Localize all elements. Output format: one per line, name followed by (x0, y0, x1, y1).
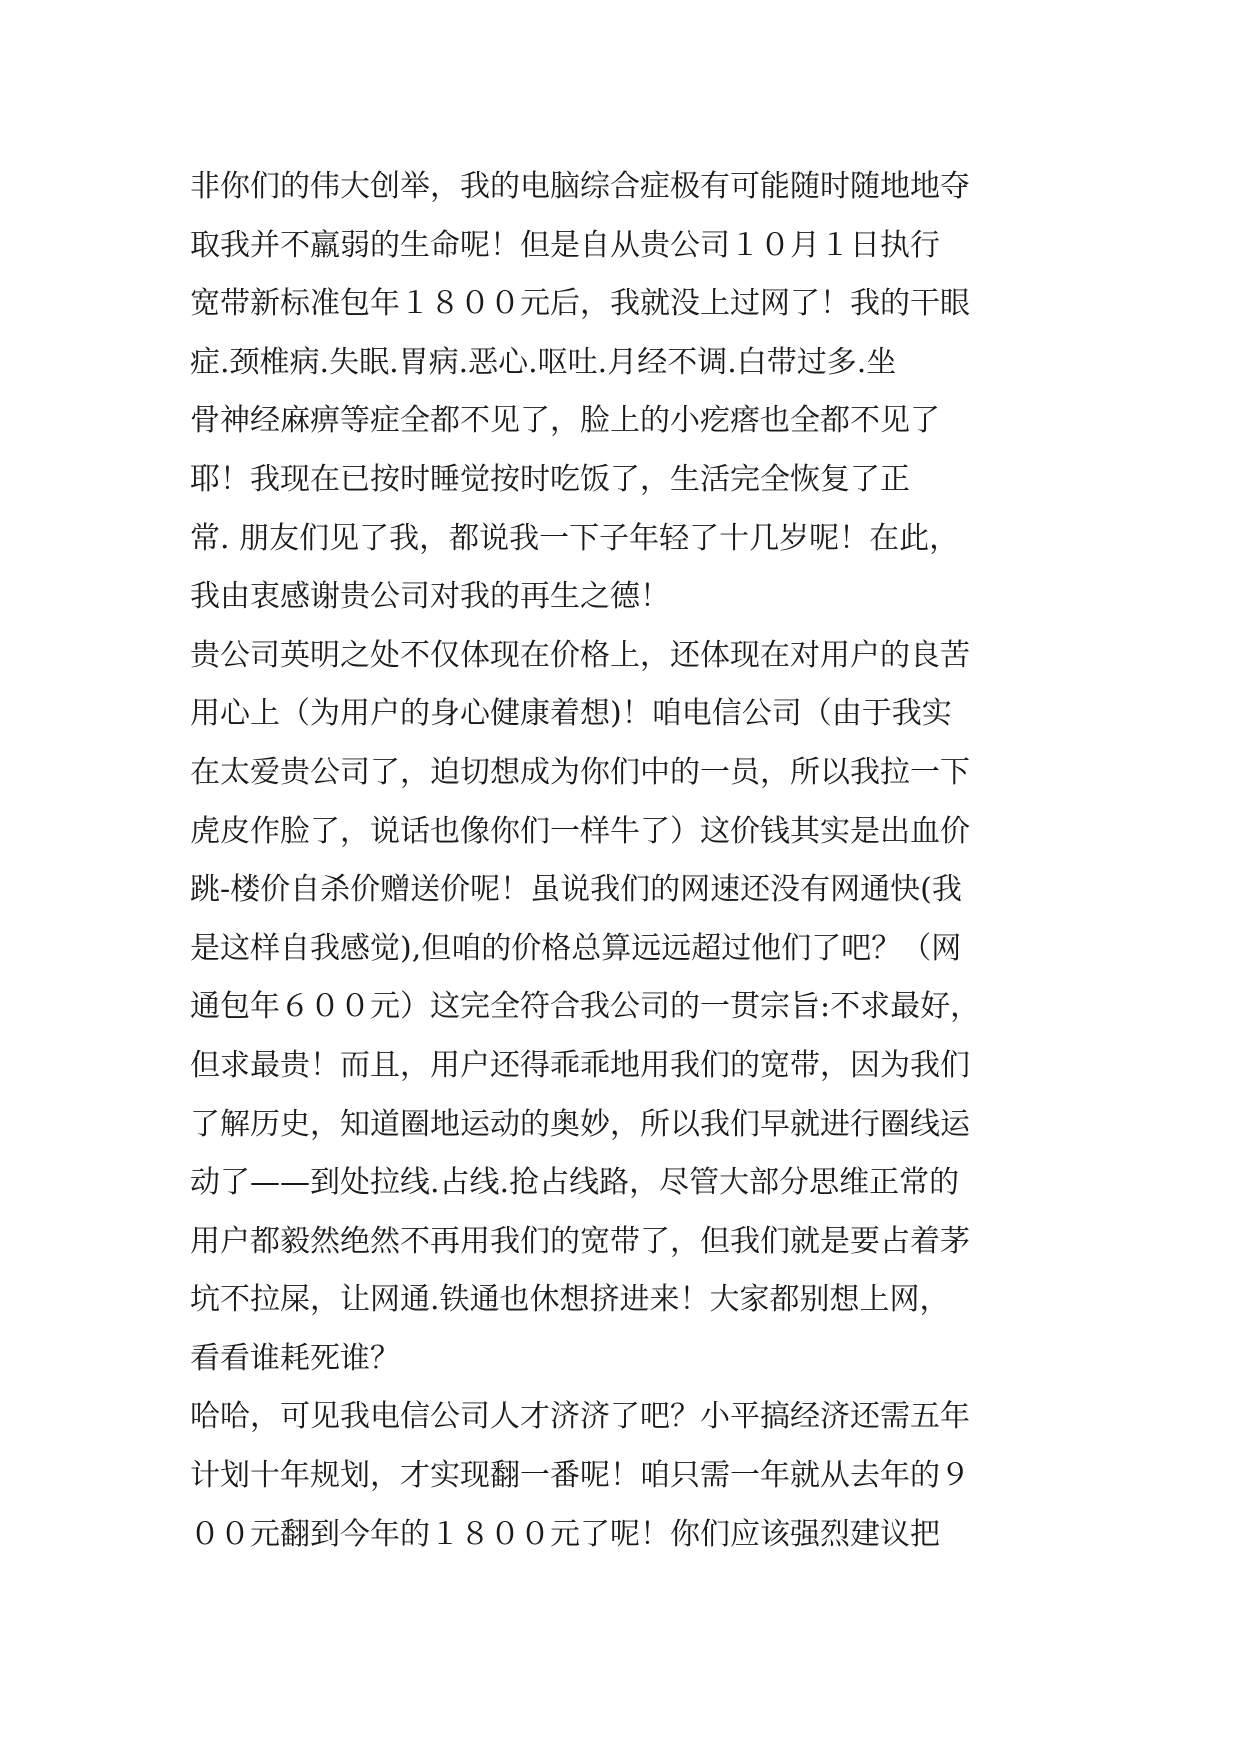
text-line: 计划十年规划，才实现翻一番呢！咱只需一年就从去年的９ (190, 1458, 970, 1494)
text-line: 取我并不羸弱的生命呢！但是自从贵公司１０月１日执行 (190, 227, 940, 263)
text-line: 用心上（为用户的身心健康着想)！咱电信公司（由于我实 (190, 696, 952, 732)
text-line: 动了——到处拉线.占线.抢占线路，尽管大部分思维正常的 (190, 1165, 960, 1201)
text-line: 了解历史，知道圈地运动的奥妙，所以我们早就进行圈线运 (190, 1106, 970, 1142)
text-line: 常. 朋友们见了我，都说我一下子年轻了十几岁呢！在此， (190, 520, 960, 556)
text-line: 我由衷感谢贵公司对我的再生之德！ (190, 579, 670, 615)
text-line: 跳-楼价自杀价赠送价呢！虽说我们的网速还没有网通快(我 (190, 872, 962, 908)
text-line: 宽带新标准包年１８００元后，我就没上过网了！我的干眼 (190, 286, 970, 322)
text-line: 是这样自我感觉),但咱的价格总算远远超过他们了吧？（网 (190, 930, 962, 966)
text-line: 虎皮作脸了，说话也像你们一样牛了）这价钱其实是出血价 (190, 813, 970, 849)
text-line: 通包年６００元）这完全符合我公司的一贯宗旨:不求最好， (190, 989, 981, 1025)
text-line: 看看谁耗死谁？ (190, 1340, 400, 1376)
text-line: 在太爱贵公司了，迫切想成为你们中的一员，所以我拉一下 (190, 754, 970, 790)
text-line: 哈哈，可见我电信公司人才济济了吧？小平搞经济还需五年 (190, 1399, 970, 1435)
text-line: 症.颈椎病.失眠.胃病.恶心.呕吐.月经不调.白带过多.坐 (190, 344, 897, 380)
text-line: 非你们的伟大创举，我的电脑综合症极有可能随时随地地夺 (190, 169, 970, 204)
text-line: 耶！我现在已按时睡觉按时吃饭了，生活完全恢复了正 (190, 461, 910, 497)
body-text (190, 158, 1070, 1564)
text-line: 但求最贵！而且，用户还得乖乖地用我们的宽带，因为我们 (190, 1047, 970, 1083)
text-line: ００元翻到今年的１８００元了呢！你们应该强烈建议把 (190, 1516, 940, 1552)
text-line: 骨神经麻痹等症全都不见了，脸上的小疙瘩也全都不见了 (190, 403, 940, 439)
text-line: 坑不拉屎，让网通.铁通也休想挤进来！大家都别想上网， (190, 1282, 950, 1318)
text-line: 用户都毅然绝然不再用我们的宽带了，但我们就是要占着茅 (190, 1223, 970, 1259)
text-line: 贵公司英明之处不仅体现在价格上，还体现在对用户的良苦 (190, 637, 970, 673)
